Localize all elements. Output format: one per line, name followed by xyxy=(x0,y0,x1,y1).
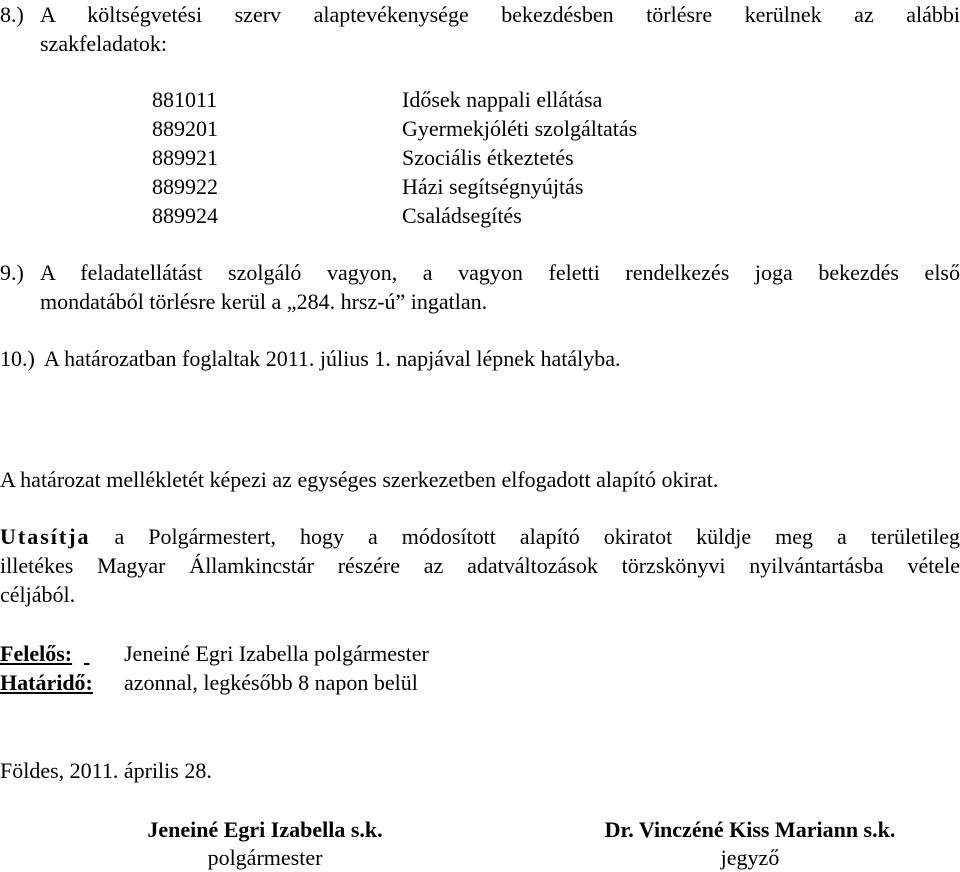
instruction-line-3: céljából. xyxy=(0,582,76,607)
signature-title: jegyző xyxy=(720,845,780,870)
task-code: 889924 xyxy=(152,203,218,228)
task-code: 881011 xyxy=(152,87,218,112)
task-name: Idősek nappali ellátása xyxy=(402,87,603,112)
responsible-label-underline xyxy=(84,639,98,668)
deadline-value: azonnal, legkésőbb 8 napon belül xyxy=(124,670,418,695)
task-name: Szociális étkeztetés xyxy=(402,145,574,170)
instruction-line-1-text: a Polgármestert, hogy a módosított alapító okiratot küldje meg a területileg xyxy=(114,524,960,549)
instruction-line-1 xyxy=(0,522,960,551)
task-code: 889921 xyxy=(152,145,218,170)
instruction-line-2: illetékes Magyar Államkincstár részére az adatváltozások törzskönyvi nyilvántartásba vétele xyxy=(0,553,960,578)
item-9-line-1: A feladatellátást szolgáló vagyon, a vagyon feletti rendelkezés joga bekezdés első xyxy=(40,260,960,285)
item-10-number: 10.) xyxy=(0,346,35,371)
signature-name: Dr. Vinczéné Kiss Mariann s.k. xyxy=(604,817,896,842)
instruction-keyword: Utasítja xyxy=(0,524,91,549)
task-name: Házi segítségnyújtás xyxy=(402,174,584,199)
item-8-line-1: A költségvetési szerv alaptevékenysége bekezdésben törlésre kerülnek az alábbi xyxy=(40,2,960,27)
item-10-text: A határozatban foglaltak 2011. július 1. napjával lépnek hatályba. xyxy=(44,346,621,371)
deadline-label: Határidő: xyxy=(0,670,93,695)
task-code: 889922 xyxy=(152,174,218,199)
item-9-number: 9.) xyxy=(0,260,24,285)
place-date: Földes, 2011. április 28. xyxy=(0,758,212,783)
signature-name: Jeneiné Egri Izabella s.k. xyxy=(147,817,383,842)
responsible-value: Jeneiné Egri Izabella polgármester xyxy=(124,641,429,666)
task-name: Gyermekjóléti szolgáltatás xyxy=(402,116,638,141)
task-code: 889201 xyxy=(152,116,218,141)
responsible-label: Felelős: xyxy=(0,641,73,666)
signature-title: polgármester xyxy=(207,845,323,870)
annex-statement: A határozat mellékletét képezi az egységes szerkezetben elfogadott alapító okirat. xyxy=(0,467,719,492)
item-8-number: 8.) xyxy=(0,2,24,27)
item-9-line-2: mondatából törlésre kerül a „284. hrsz-ú” ingatlan. xyxy=(40,289,488,314)
item-8-line-2: szakfeladatok: xyxy=(40,31,168,56)
task-name: Családsegítés xyxy=(402,203,522,228)
